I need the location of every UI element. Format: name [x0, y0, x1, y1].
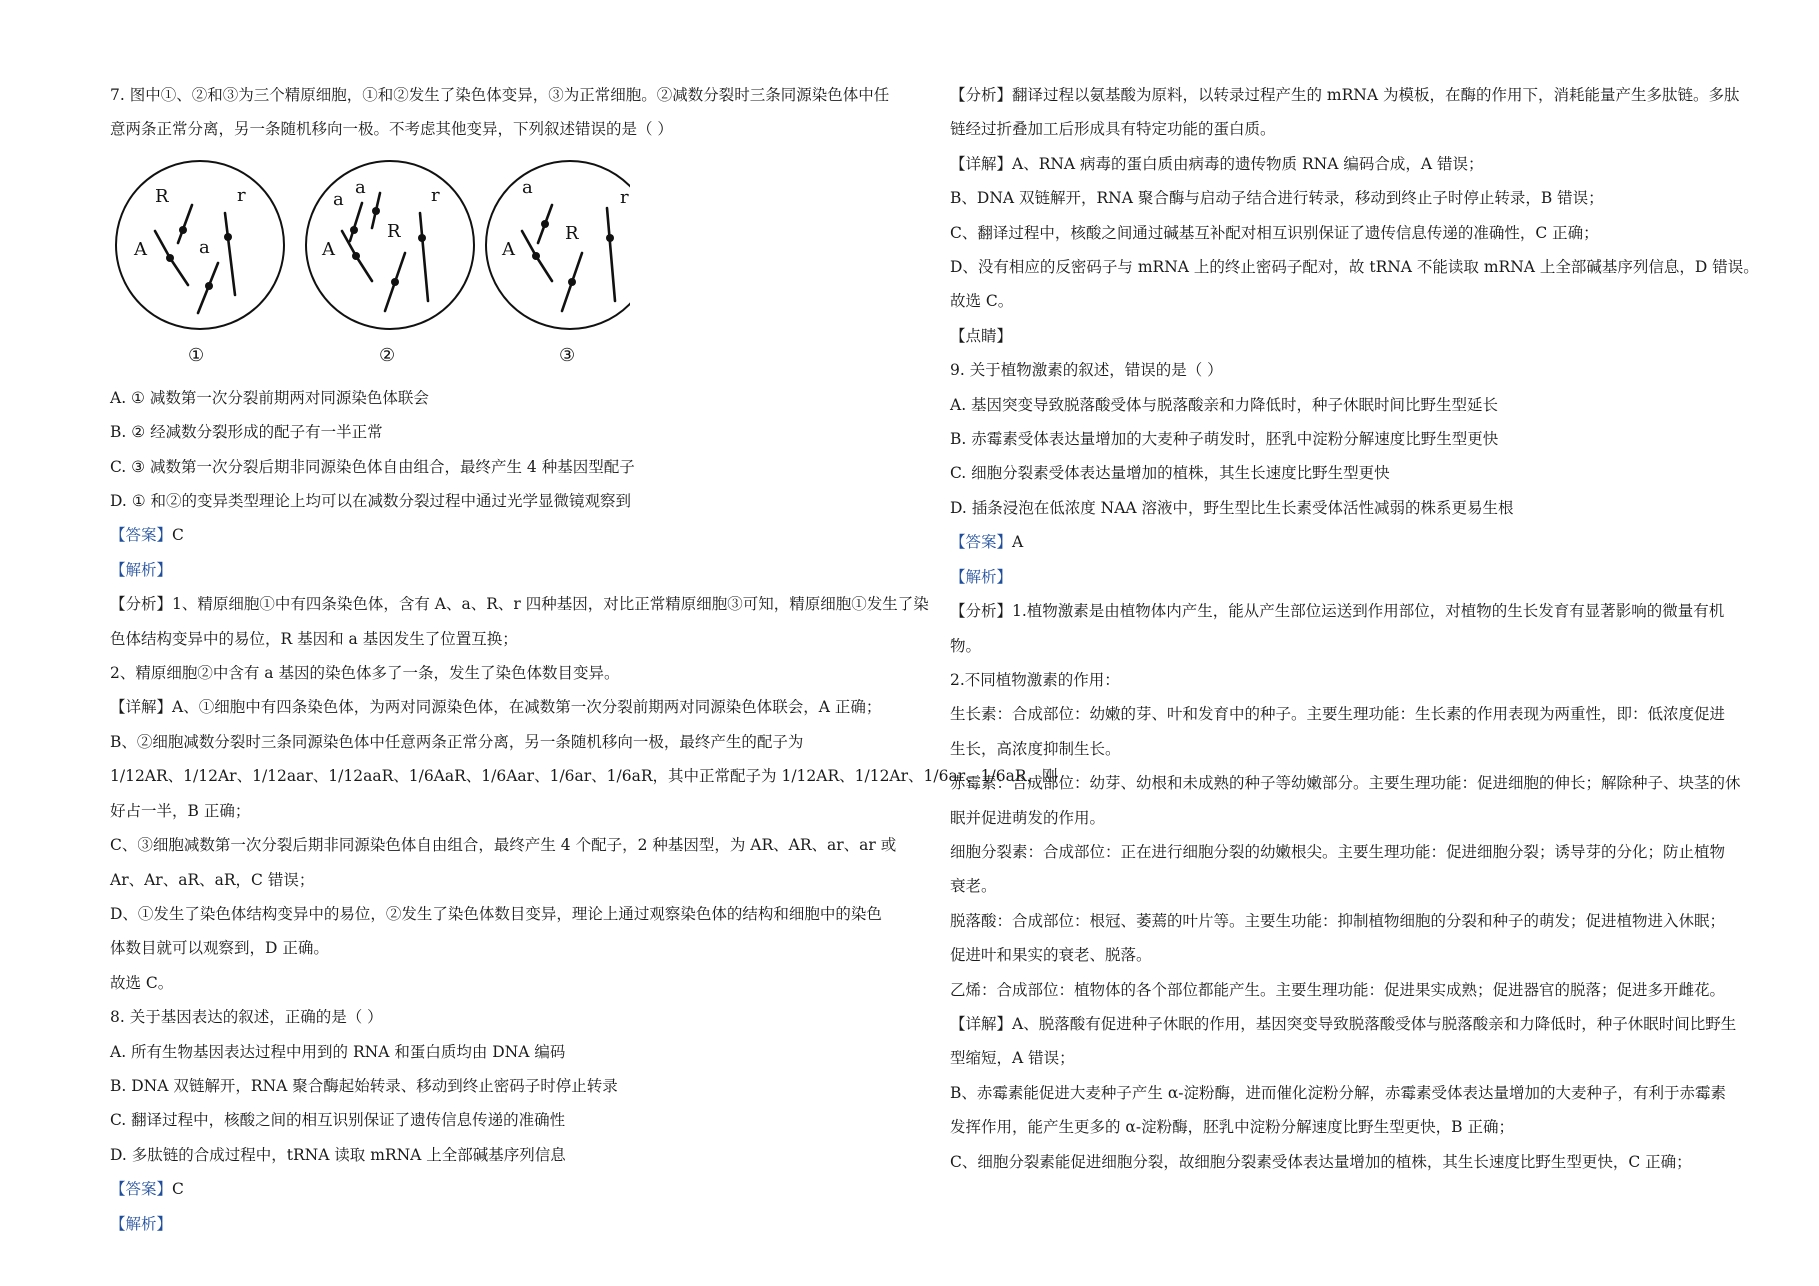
q8-analysis-line: B、DNA 双链解开，RNA 聚合酶与启动子结合进行转录，移动到终止子时停止转录，B 错误；	[950, 189, 1604, 208]
q7-analysis-line: 2、精原细胞②中含有 a 基因的染色体多了一条，发生了染色体数目变异。	[110, 664, 620, 683]
q8-analysis-line: 故选 C。	[950, 292, 1014, 311]
cell-1-chromosome-A	[155, 231, 170, 258]
cell-2-label-R: R	[387, 220, 401, 242]
q9-analysis-line: 赤霉素：合成部位：幼芽、幼根和未成熟的种子等幼嫩部分。主要生理功能：促进细胞的伸长；解除种子、块茎的休	[950, 774, 1741, 793]
cell-1-chromosome-A-arm	[170, 258, 188, 285]
q9-option-c: C. 细胞分裂素受体表达量增加的植株，其生长速度比野生型更快	[950, 464, 1390, 483]
cell-2-label-r: r	[431, 184, 440, 206]
q9-analysis-line: 眠并促进萌发的作用。	[950, 808, 1106, 827]
q9-analysis-line: 细胞分裂素：合成部位：正在进行细胞分裂的幼嫩根尖。主要生理功能：促进细胞分裂；诱导芽的分化；防止植物	[950, 842, 1726, 861]
cell-2-chromosome-r	[420, 213, 428, 301]
q8-option-c: C. 翻译过程中，核酸之间的相互识别保证了遗传信息传递的准确性	[110, 1111, 566, 1130]
q7-analysis-line: 体数目就可以观察到，D 正确。	[110, 939, 329, 958]
q7-answer-tag: 【答案】	[110, 526, 173, 545]
cell-2-caption: ②	[379, 344, 396, 366]
q8-answer-tag: 【答案】	[110, 1180, 173, 1199]
q7-option-a: A. ① 减数第一次分裂前期两对同源染色体联会	[110, 388, 429, 407]
cell-1-caption: ①	[188, 344, 205, 366]
cell-3-label-R: R	[565, 222, 579, 244]
q7-option-d: D. ① 和②的变异类型理论上均可以在减数分裂过程中通过光学显微镜观察到	[110, 492, 632, 511]
q9-analysis-line: 【分析】1.植物激素是由植物体内产生，能从产生部位运送到作用部位，对植物的生长发育有显著影响的微量有机	[950, 602, 1725, 621]
cell-3-chromosome-A-arm	[536, 256, 552, 281]
cell-2-label-A: A	[322, 238, 335, 260]
q9-analysis-tag: 【解析】	[950, 567, 1013, 586]
q9-option-b: B. 赤霉素受体表达量增加的大麦种子萌发时，胚乳中淀粉分解速度比野生型更快	[950, 430, 1499, 449]
q7-answer-value: C	[172, 526, 184, 545]
cell-2-chromosome-A	[342, 231, 356, 256]
q9-analysis-line: C、细胞分裂素能促进细胞分裂，故细胞分裂素受体表达量增加的植株，其生长速度比野生型更快，C 正确；	[950, 1152, 1692, 1171]
q8-analysis-line: 【分析】翻译过程以氨基酸为原料，以转录过程产生的 mRNA 为模板，在酶的作用下，消耗能量产生多肽链。多肽	[950, 86, 1740, 104]
q8-analysis-tag: 【解析】	[110, 1214, 173, 1233]
q9-analysis-line: B、赤霉素能促进大麦种子产生 α-淀粉酶，进而催化淀粉分解，赤霉素受体表达量增加的大麦种子，有利于赤霉素	[950, 1083, 1727, 1102]
cell-2-chromosome-A-arm	[356, 256, 372, 281]
right-column	[950, 78, 1762, 1179]
q7-analysis-line: D、①发生了染色体结构变异中的易位，②发生了染色体数目变异，理论上通过观察染色体的结构和细胞中的染色	[110, 904, 882, 923]
q9-answer	[950, 525, 1762, 559]
cell-1-chromosome-r	[225, 213, 235, 295]
spermatogonia-diagram	[110, 153, 630, 373]
q8-answer	[110, 1172, 925, 1206]
q7-analysis-line: 【分析】1、精原细胞①中有四条染色体，含有 A、a、R、r 四种基因，对比正常精原细胞③可知，精原细胞①发生了染	[110, 595, 929, 614]
q7-answer	[110, 518, 925, 552]
q8-analysis-line: 链经过折叠加工后形成具有特定功能的蛋白质。	[950, 120, 1276, 139]
q9-analysis-line: 生长，高浓度抑制生长。	[950, 739, 1121, 758]
q8-option-a: A. 所有生物基因表达过程中用到的 RNA 和蛋白质均由 DNA 编码	[110, 1042, 566, 1061]
q7-option-c: C. ③ 减数第一次分裂后期非同源染色体自由组合，最终产生 4 种基因型配子	[110, 457, 635, 476]
q7-option-b: B. ② 经减数分裂形成的配子有一半正常	[110, 423, 383, 442]
q9-analysis-line: 型缩短，A 错误；	[950, 1049, 1075, 1068]
cell-3-label-A: A	[502, 238, 515, 260]
q8-analysis-line: 【详解】A、RNA 病毒的蛋白质由病毒的遗传物质 RNA 编码合成，A 错误；	[950, 154, 1484, 173]
q7-analysis-line: 【详解】A、①细胞中有四条染色体，为两对同源染色体，在减数第一次分裂前期两对同源染色体联会，A 正确；	[110, 698, 882, 717]
cell-3-label-a: a	[522, 176, 533, 198]
q8-option-d: D. 多肽链的合成过程中，tRNA 读取 mRNA 上全部碱基序列信息	[110, 1145, 566, 1164]
q8-option-b: B. DNA 双链解开，RNA 聚合酶起始转录、移动到终止密码子时停止转录	[110, 1076, 618, 1095]
cell-1-label-r: r	[237, 184, 246, 206]
q7-analysis-line: 故选 C。	[110, 973, 174, 992]
q9-analysis-line: 脱落酸：合成部位：根冠、萎蔫的叶片等。主要生功能：抑制植物细胞的分裂和种子的萌发；促进植物进入休眠；	[950, 911, 1726, 930]
q8-analysis-line: D、没有相应的反密码子与 mRNA 上的终止密码子配对，故 tRNA 不能读取 mRNA 上全部碱基序列信息，D 错误。	[950, 258, 1759, 277]
q8-analysis-line: C、翻译过程中，核酸之间通过碱基互补配对相互识别保证了遗传信息传递的准确性，C 正确；	[950, 223, 1599, 242]
q7-cell-figure	[110, 153, 925, 373]
q7-stem-line-1: 7. 图中①、②和③为三个精原细胞，①和②发生了染色体变异，③为正常细胞。②减数分裂时三条同源染色体中任	[110, 86, 890, 104]
q7-analysis-line: 色体结构变异中的易位，R 基因和 a 基因发生了位置互换；	[110, 629, 518, 648]
q7-analysis-line: B、②细胞减数分裂时三条同源染色体中任意两条正常分离，另一条随机移向一极，最终产生的配子为	[110, 732, 804, 751]
q7-analysis-tag: 【解析】	[110, 560, 173, 579]
cell-3-label-r: r	[620, 186, 629, 208]
q8-dianjing-tag: 【点睛】	[950, 326, 1013, 345]
cell-3-chromosome-r	[607, 208, 615, 301]
q9-analysis-line: 【详解】A、脱落酸有促进种子休眠的作用，基因突变导致脱落酸受体与脱落酸亲和力降低时，种子休眠时间比野生	[950, 1014, 1737, 1033]
q9-analysis-line: 衰老。	[950, 877, 997, 896]
cell-1-label-a: a	[199, 236, 210, 258]
q7-analysis-line: Ar、Ar、aR、aR，C 错误；	[110, 870, 315, 889]
q9-stem: 9. 关于植物激素的叙述，错误的是（ ）	[950, 361, 1223, 380]
cell-1-chromosome-R	[178, 205, 192, 243]
cell-2-label-a2: a	[355, 176, 366, 198]
cell-1-label-A: A	[134, 238, 147, 260]
q9-analysis-line: 乙烯：合成部位：植物体的各个部位都能产生。主要生理功能：促进果实成熟；促进器官的脱落；促进多开雌花。	[950, 980, 1726, 999]
q9-analysis-line: 生长素：合成部位：幼嫩的芽、叶和发育中的种子。主要生理功能：生长素的作用表现为两重性，即：低浓度促进	[950, 705, 1726, 724]
cell-3-chromosome-A	[522, 231, 536, 256]
q9-analysis-line: 2.不同植物激素的作用：	[950, 670, 1120, 689]
cell-1-label-R: R	[155, 185, 169, 207]
q9-option-a: A. 基因突变导致脱落酸受体与脱落酸亲和力降低时，种子休眠时间比野生型延长	[950, 395, 1499, 414]
q7-analysis-line: 好占一半，B 正确；	[110, 801, 251, 820]
q7-stem-line-2: 意两条正常分离，另一条随机移向一极。不考虑其他变异，下列叙述错误的是（ ）	[110, 120, 673, 139]
cell-2-chromosome-a1	[350, 203, 362, 241]
q9-analysis-line: 发挥作用，能产生更多的 α-淀粉酶，胚乳中淀粉分解速度比野生型更快，B 正确；	[950, 1118, 1514, 1137]
q7-analysis-line: 1/12AR、1/12Ar、1/12aar、1/12aaR、1/6AaR、1/6Aar、1/6ar、1/6aR，其中正常配子为 1/12AR、1/12Ar、1/6ar、1/6aR，刚	[110, 767, 1058, 786]
q8-answer-value: C	[172, 1180, 184, 1199]
q9-analysis-line: 促进叶和果实的衰老、脱落。	[950, 946, 1152, 965]
q9-option-d: D. 插条浸泡在低浓度 NAA 溶液中，野生型比生长素受体活性减弱的株系更易生根	[950, 498, 1514, 517]
cell-2-label-a1: a	[333, 188, 344, 210]
q9-analysis-line: 物。	[950, 636, 982, 655]
q8-stem: 8. 关于基因表达的叙述，正确的是（ ）	[110, 1008, 383, 1027]
q7-analysis-line: C、③细胞减数第一次分裂后期非同源染色体自由组合，最终产生 4 个配子，2 种基因型，为 AR、AR、ar、ar 或	[110, 836, 897, 855]
q9-answer-tag: 【答案】	[950, 533, 1013, 552]
cell-3-caption: ③	[559, 344, 576, 366]
q9-answer-value: A	[1012, 533, 1024, 552]
